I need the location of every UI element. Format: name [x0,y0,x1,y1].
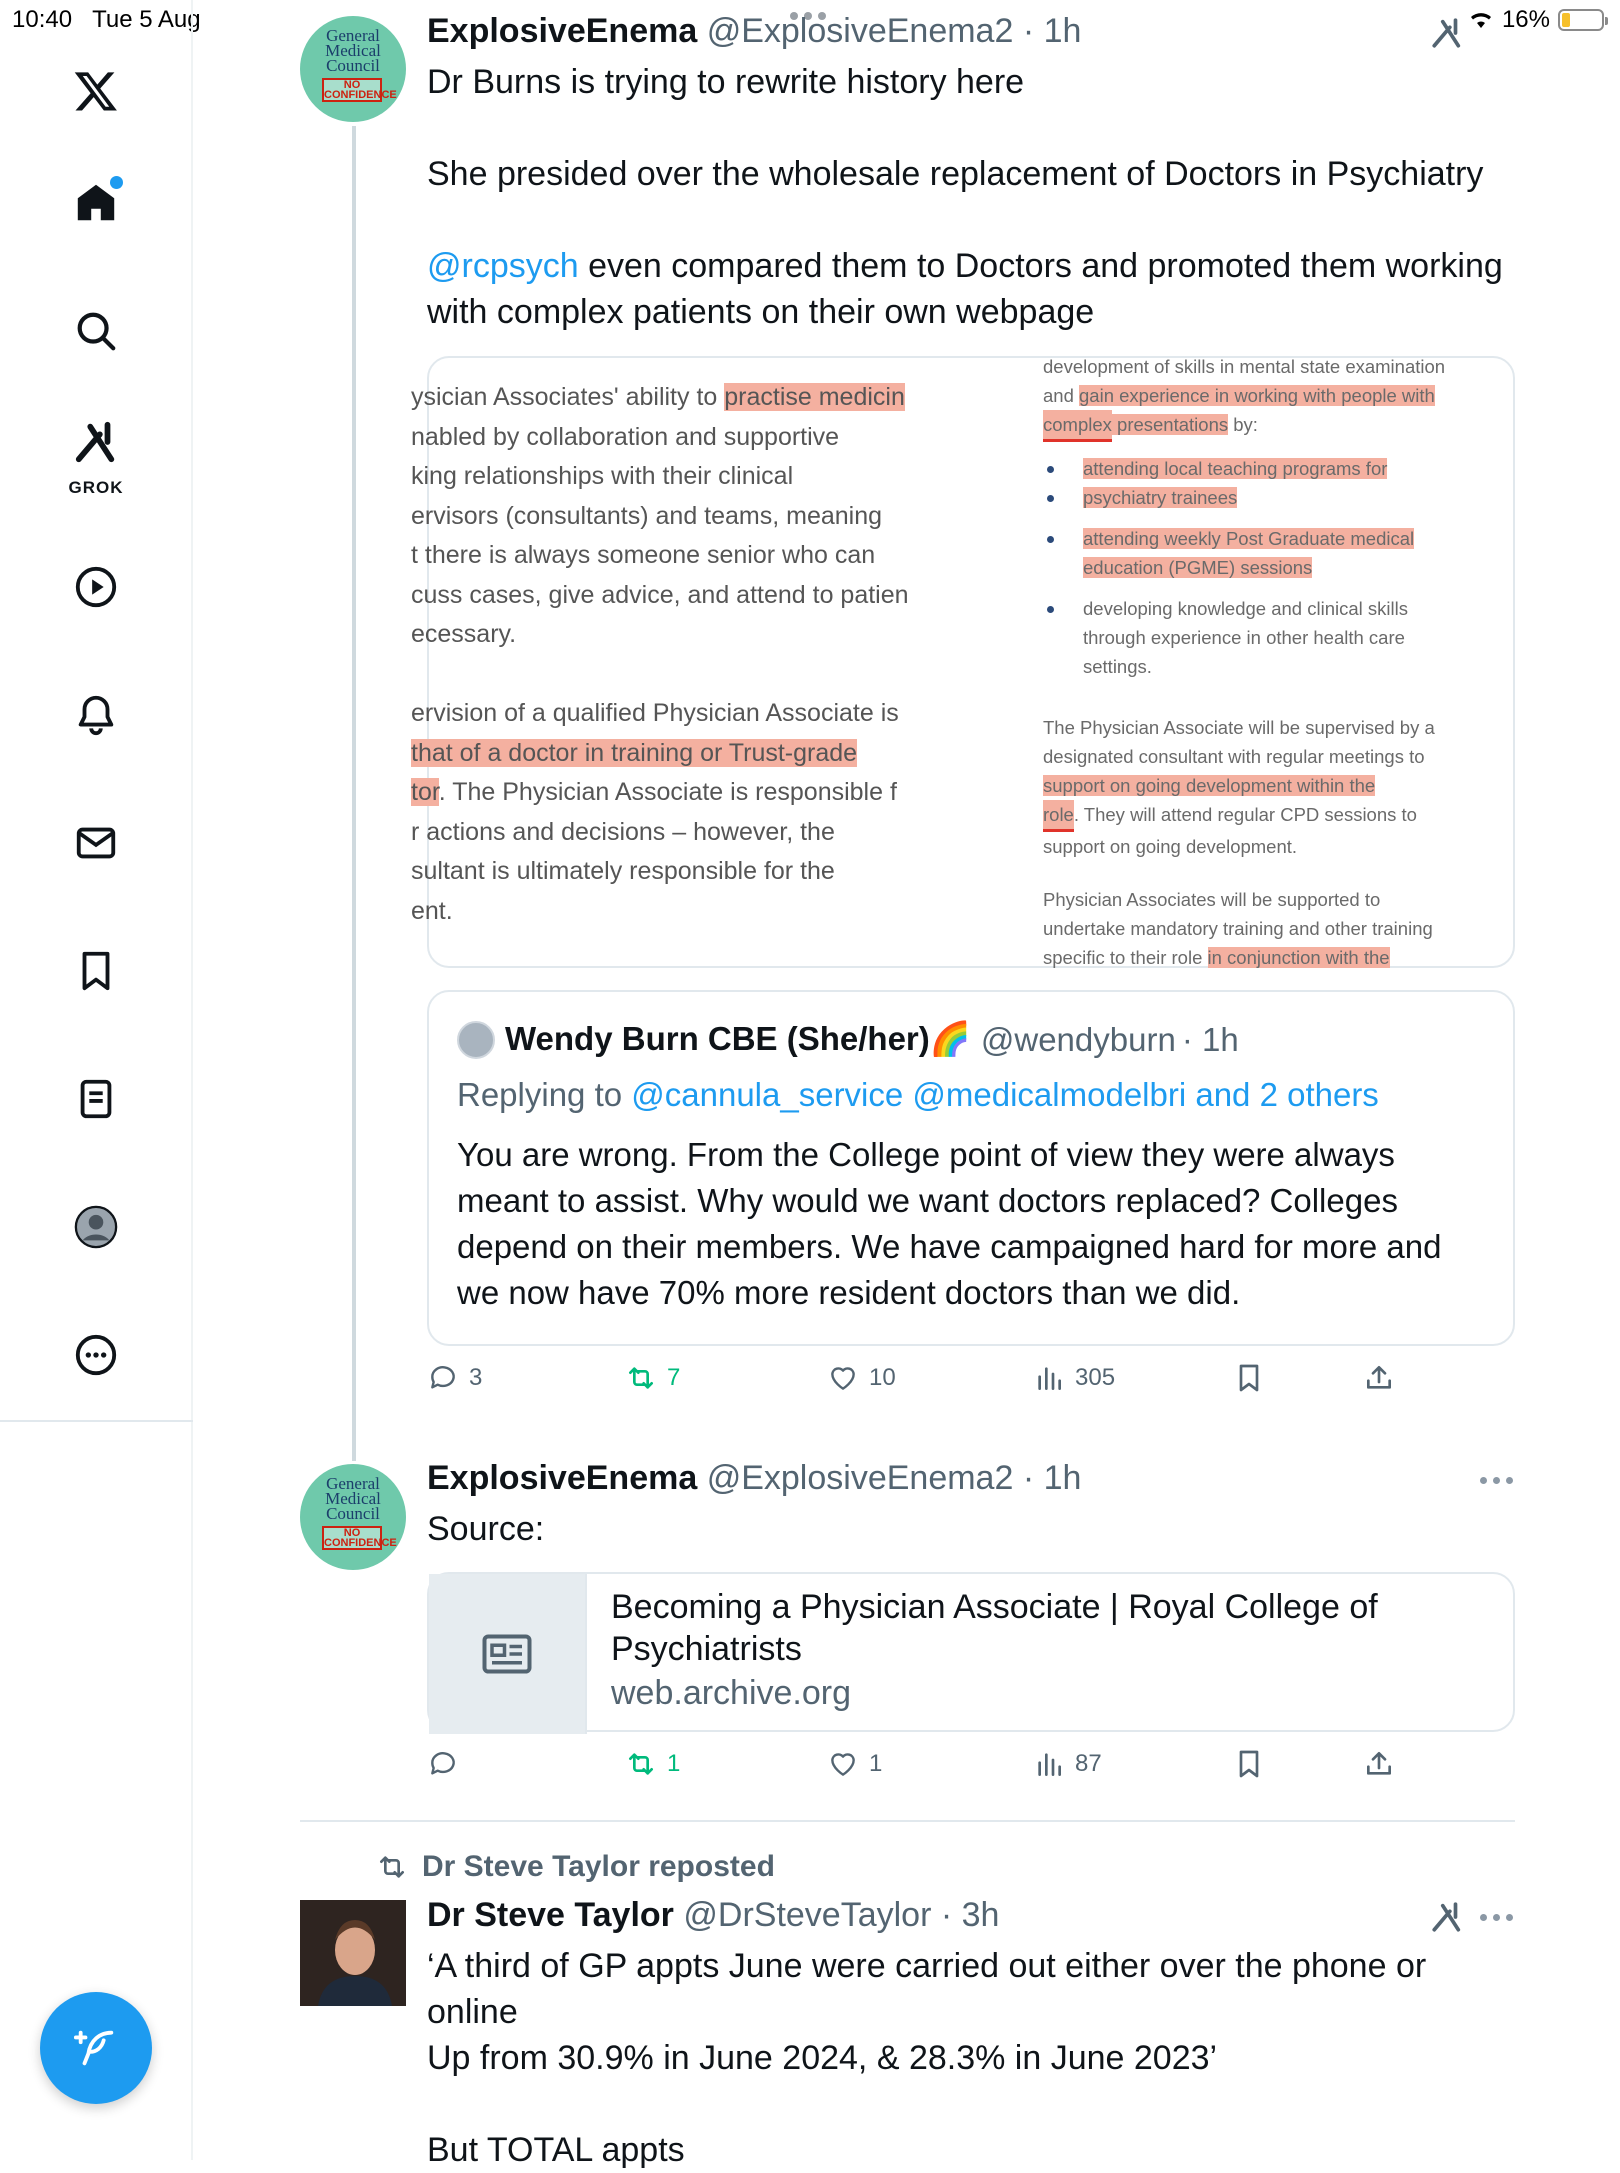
bookmarks-icon[interactable] [55,930,137,1012]
avatar-photo [300,1900,406,2006]
grok-label: GROK [68,478,124,497]
search-icon[interactable] [55,290,137,372]
views-button[interactable]: 87 [1033,1748,1102,1780]
thread-connector-line [352,126,356,1461]
tweet-text: Source: [427,1510,545,1548]
status-time: 10:40 Tue 5 Aug [12,6,201,33]
reply-icon [427,1362,459,1394]
tweet-header [427,1459,1081,1498]
link-card[interactable] [427,1572,1515,1732]
reply-button[interactable]: 3 [427,1362,482,1394]
repost-button[interactable]: 1 [625,1748,680,1780]
more-options-icon[interactable] [55,1314,137,1396]
tweet-image[interactable] [411,356,1515,968]
quoted-author-name: Wendy Burn CBE (She/her)🌈 [505,1020,971,1057]
share-icon [1363,1362,1395,1394]
heart-icon [827,1362,859,1394]
tweet-actions [427,1748,1447,1798]
home-icon[interactable] [55,162,137,244]
bookmark-button[interactable] [1233,1362,1265,1394]
compose-feather-icon [73,2025,119,2071]
wifi-icon [1468,10,1494,30]
tweet-more-icon[interactable] [1480,1477,1513,1484]
like-button[interactable]: 1 [827,1748,882,1780]
share-button[interactable] [1363,1748,1395,1780]
author-name[interactable]: Dr Steve Taylor [427,1896,674,1934]
battery-icon [1558,9,1604,31]
sidebar-divider [0,1420,193,1422]
profile-avatar-icon[interactable] [55,1186,137,1268]
author-handle[interactable]: @ExplosiveEnema2 [706,1459,1014,1497]
image-right-column: development of skills in mental state examination and gain experience in working with people with complex presentations by: attending local teaching programs for psychiatry trainees attending weekly Post Graduate medical education (PGME) sessions developing knowledge and clinical skills through experience in other health care settings. The Physician Associate will be supervised by a designated consultant with regular meetings to support on going development within the role. They will attend regular CPD sessions to support on going development. Physician Associates will be supported to undertake mandatory training and other training specific to their role in conjunction with the [999,358,1517,970]
avatar-gmc-text: General Medical Council [325,1474,381,1523]
author-handle[interactable]: @ExplosiveEnema2 [706,12,1014,50]
quoted-author-handle: @wendyburn [980,1020,1176,1058]
replying-to-links[interactable]: @cannula_service @medicalmodelbri and 2 others [631,1076,1379,1113]
avatar[interactable] [300,16,406,122]
lists-icon[interactable] [55,1058,137,1140]
sidebar [0,0,193,2160]
tweet-header [427,12,1081,51]
avatar-stamp: NO CONFIDENCE [324,79,397,101]
author-handle[interactable]: @DrSteveTaylor [683,1896,932,1934]
quoted-tweet-header [457,1020,1239,1059]
tweet-separator [300,1820,1515,1822]
avatar[interactable] [300,1464,406,1570]
avatar[interactable] [300,1900,406,2006]
repost-icon [625,1748,657,1780]
x-logo-icon[interactable] [55,50,137,132]
reply-icon [427,1748,459,1780]
avatar-gmc-text: General Medical Council [325,26,381,75]
quoted-tweet-text: You are wrong. From the College point of view they were always meant to assist. Why would we want doctors replaced? Colleges depend on their members. We have campaigned hard for more and we now have 70% more resident doctors than we did. [457,1136,1442,1311]
tweet-more-icon[interactable] [1480,1914,1513,1921]
image-left-column: ysician Associates' ability to practise medicin nabled by collaboration and supportive king relationships with their clinical ervisors (consultants) and teams, meaning t there is always someone senior who can cuss cases, give advice, and attend to patien ecessary. ervision of a qualified Physician Associate is that of a doctor in training or Trust-grade tor. The Physician Associate is responsible f r actions and decisions – however, the sultant is ultimately responsible for the ent. [411,383,909,925]
avatar-stamp: NO CONFIDENCE [324,1527,397,1549]
status-indicators [1468,6,1604,34]
post-time[interactable]: · 1h [1022,1459,1082,1497]
video-icon[interactable] [55,546,137,628]
views-chart-icon [1033,1362,1065,1394]
reply-button[interactable] [427,1748,469,1780]
link-card-title: Becoming a Physician Associate | Royal College of Psychiatrists [611,1588,1378,1668]
author-name[interactable]: ExplosiveEnema [427,1459,698,1497]
tweet-actions [427,1362,1447,1412]
tweet-text: Dr Burns is trying to rewrite history here She presided over the wholesale replacement of Doctors in Psychiatry @rcpsych even compared them to Doctors and promoted them working with complex patients on their own webpage [427,63,1503,331]
views-chart-icon [1033,1748,1065,1780]
notifications-bell-icon[interactable] [55,674,137,756]
grok-explain-icon[interactable] [1430,1900,1464,1934]
battery-percent: 16% [1501,6,1550,33]
mention-link[interactable]: @rcpsych [427,247,579,285]
quoted-post-time: · 1h [1181,1020,1239,1058]
repost-context [376,1850,775,1884]
quoted-author-avatar [457,1021,495,1059]
quoted-tweet[interactable] [427,990,1515,1346]
status-date: Tue 5 Aug [92,6,201,33]
views-button[interactable]: 305 [1033,1362,1115,1394]
author-name[interactable]: ExplosiveEnema [427,12,698,50]
tweet-header [427,1896,999,1935]
bookmark-icon [1233,1362,1265,1394]
replying-to: Replying to @cannula_service @medicalmodelbri and 2 others [457,1076,1379,1113]
link-card-thumbnail [429,1574,587,1734]
compose-post-button[interactable] [40,1992,152,2104]
repost-button[interactable]: 7 [625,1362,680,1394]
post-time[interactable]: · 1h [1022,12,1082,50]
repost-icon [376,1851,408,1883]
post-time[interactable]: · 3h [940,1896,1000,1934]
link-card-domain: web.archive.org [611,1674,852,1712]
home-notification-dot [110,176,123,189]
heart-icon [827,1748,859,1780]
messages-envelope-icon[interactable] [55,802,137,884]
grok-icon[interactable] [55,412,137,497]
article-icon [477,1624,537,1684]
tweet-text: ‘A third of GP appts June were carried out either over the phone or online Up from 30.9% in June 2024, & 28.3% in June 2023’ But TOTAL appts [427,1947,1427,2169]
share-button[interactable] [1363,1362,1395,1394]
repost-label[interactable]: Dr Steve Taylor reposted [422,1850,775,1883]
share-icon [1363,1748,1395,1780]
grok-explain-icon[interactable] [1430,16,1464,50]
bookmark-icon [1233,1748,1265,1780]
bookmark-button[interactable] [1233,1748,1265,1780]
like-button[interactable]: 10 [827,1362,896,1394]
repost-icon [625,1362,657,1394]
